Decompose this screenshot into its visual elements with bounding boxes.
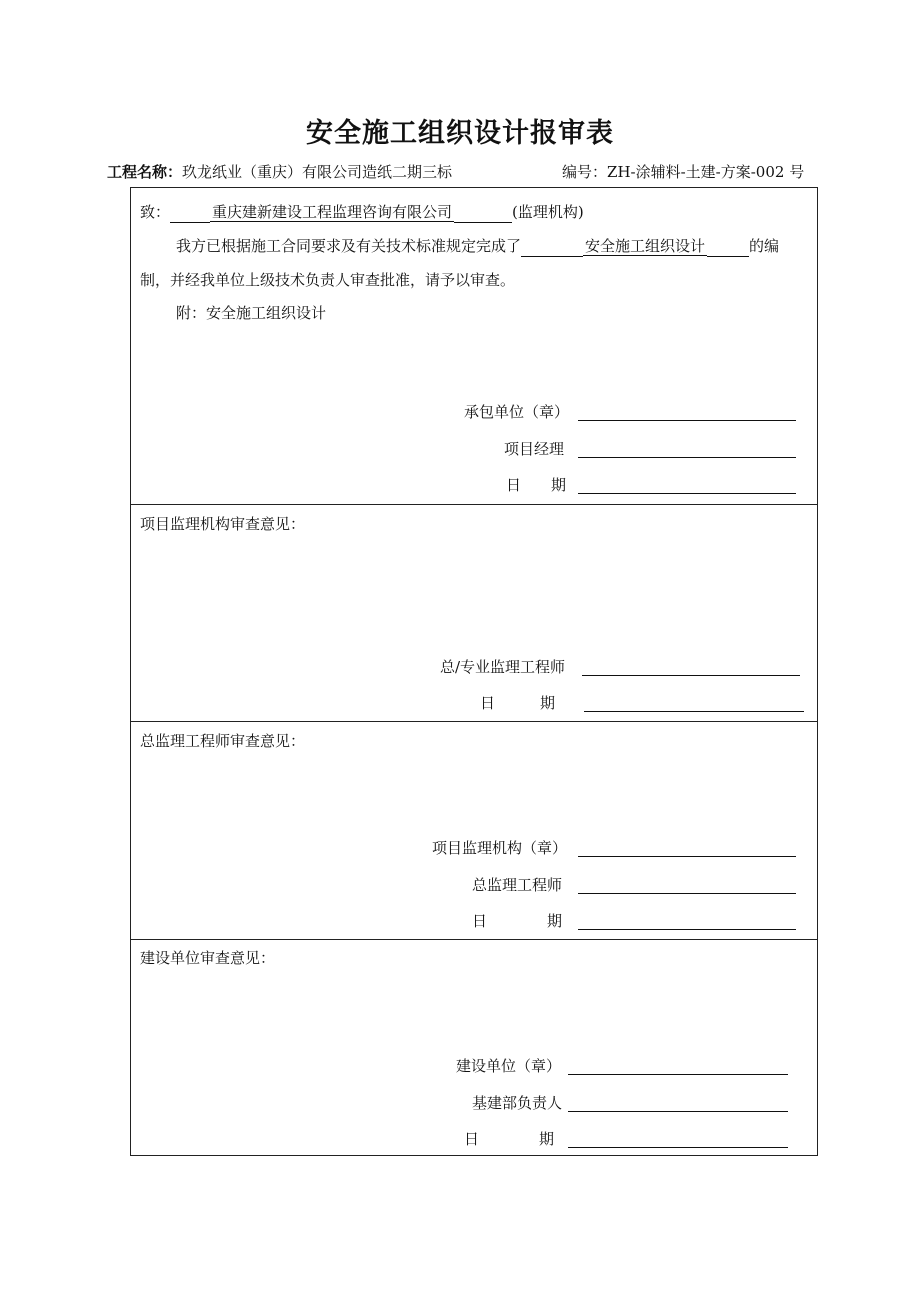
body-suffix: 的编 [749,237,780,255]
supervisor-review-heading: 项目监理机构审查意见： [140,515,306,533]
engineer-signature-line[interactable] [582,675,800,676]
project-label: 工程名称： [107,163,183,181]
date-line[interactable] [584,711,804,712]
date-label: 日 期 [472,912,563,930]
project-name-row [107,162,452,182]
addressee-row [140,202,584,223]
to-label: 致： [140,203,171,221]
number-label: 编号： [562,163,608,181]
contractor-label: 承包单位（章） [464,403,570,421]
chief-engineer-label: 总监理工程师 [472,876,563,894]
body-line-2: 制，并经我单位上级技术负责人审查批准，请予以审查。 [140,271,516,289]
to-suffix: (监理机构) [512,203,584,221]
chief-review-heading: 总监理工程师审查意见： [140,732,306,750]
date-label: 日 期 [480,694,556,712]
date-line[interactable] [578,493,796,494]
manager-label: 项目经理 [504,440,565,458]
underline-lead [521,238,583,257]
date-label: 日 期 [506,476,567,494]
owner-signature-line[interactable] [568,1074,788,1075]
supervisor-org: 重庆建新建设工程监理咨询有限公司 [212,203,453,221]
underline-lead [170,204,210,223]
section-divider [131,721,817,722]
owner-review-heading: 建设单位审查意见： [140,949,276,967]
page-title: 安全施工组织设计报审表 [306,118,614,149]
dept-lead-label: 基建部负责人 [472,1094,563,1112]
project-name: 玖龙纸业（重庆）有限公司造纸二期三标 [182,163,453,181]
chief-engineer-signature-line[interactable] [578,893,796,894]
date-line[interactable] [578,929,796,930]
owner-label: 建设单位（章） [456,1057,562,1075]
contractor-signature-line[interactable] [578,420,796,421]
section-divider [131,504,817,505]
section-divider [131,939,817,940]
supervision-org-signature-line[interactable] [578,856,796,857]
manager-signature-line[interactable] [578,457,796,458]
underline-tail [454,204,512,223]
number-value: ZH-涂辅料-土建-方案-002 号 [607,163,805,181]
attachment-line: 附：安全施工组织设计 [176,304,327,322]
engineer-label: 总/专业监理工程师 [440,658,566,676]
body-prefix: 我方已根据施工合同要求及有关技术标准规定完成了 [176,237,522,255]
body-doc: 安全施工组织设计 [585,237,706,255]
date-line[interactable] [568,1147,788,1148]
underline-tail [707,238,749,257]
dept-lead-signature-line[interactable] [568,1111,788,1112]
body-line-1 [176,236,779,257]
date-label: 日 期 [464,1130,555,1148]
document-number-row [562,162,804,182]
supervision-org-label: 项目监理机构（章） [432,839,568,857]
